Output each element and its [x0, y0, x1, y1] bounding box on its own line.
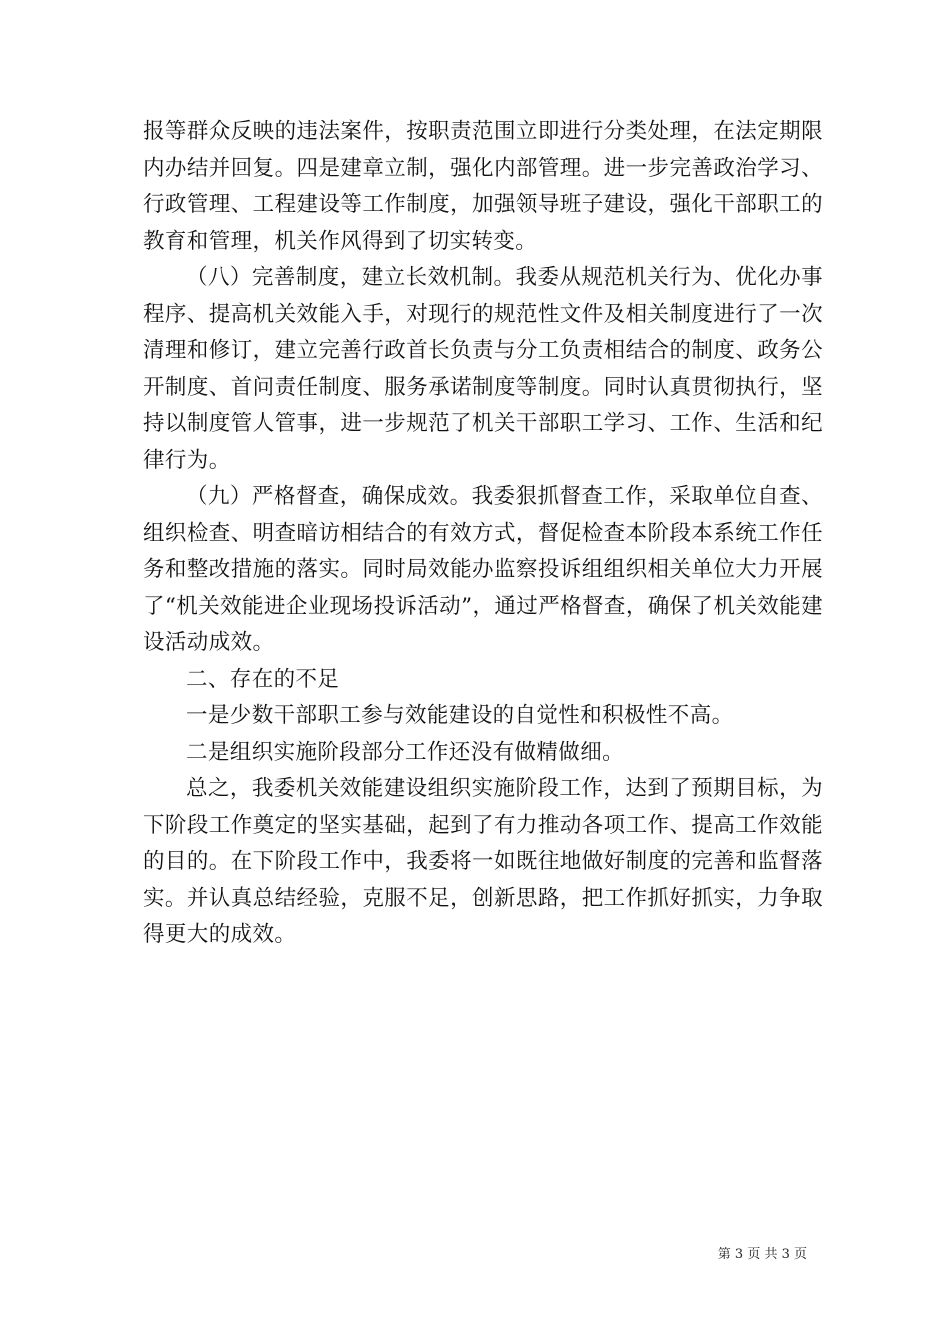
paragraph-section-nine: （九）严格督查，确保成效。我委狠抓督查工作，采取单位自查、组织检查、明查暗访相结合的有效方式，督促检查本阶段本系统工作任务和整改措施的落实。同时局效能办监察投诉组组织相关单位大力开展了“机关效能进企业现场投诉活动”，通过严格督查，确保了机关效能建设活动成效。	[143, 484, 823, 655]
paragraph-conclusion: 总之，我委机关效能建设组织实施阶段工作，达到了预期目标，为下阶段工作奠定的坚实基础，起到了有力推动各项工作、提高工作效能的目的。在下阶段工作中，我委将一如既往地做好制度的完善和监督落实。并认真总结经验，克服不足，创新思路，把工作抓好抓实，力争取得更大的成效。	[143, 776, 823, 947]
paragraph-shortcoming-two: 二是组织实施阶段部分工作还没有做精做细。	[186, 739, 625, 765]
page-number-footer: 第 3 页 共 3 页	[717, 1247, 807, 1262]
paragraph-shortcoming-one: 一是少数干部职工参与效能建设的自觉性和积极性不高。	[186, 703, 734, 728]
paragraph-continuation: 报等群众反映的违法案件，按职责范围立即进行分类处理，在法定期限内办结并回复。四是建章立制，强化内部管理。进一步完善政治学习、行政管理、工程建设等工作制度，加强领导班子建设，强化干部职工的教育和管理，机关作风得到了切实转变。	[143, 119, 823, 254]
heading-shortcomings: 二、存在的不足	[186, 666, 340, 692]
document-body	[143, 114, 823, 954]
paragraph-section-eight: （八）完善制度，建立长效机制。我委从规范机关行为、优化办事程序、提高机关效能入手，对现行的规范性文件及相关制度进行了一次清理和修订，建立完善行政首长负责与分工负责相结合的制度、政务公开制度、首问责任制度、服务承诺制度等制度。同时认真贯彻执行，坚持以制度管人管事，进一步规范了机关干部职工学习、工作、生活和纪律行为。	[143, 265, 823, 473]
